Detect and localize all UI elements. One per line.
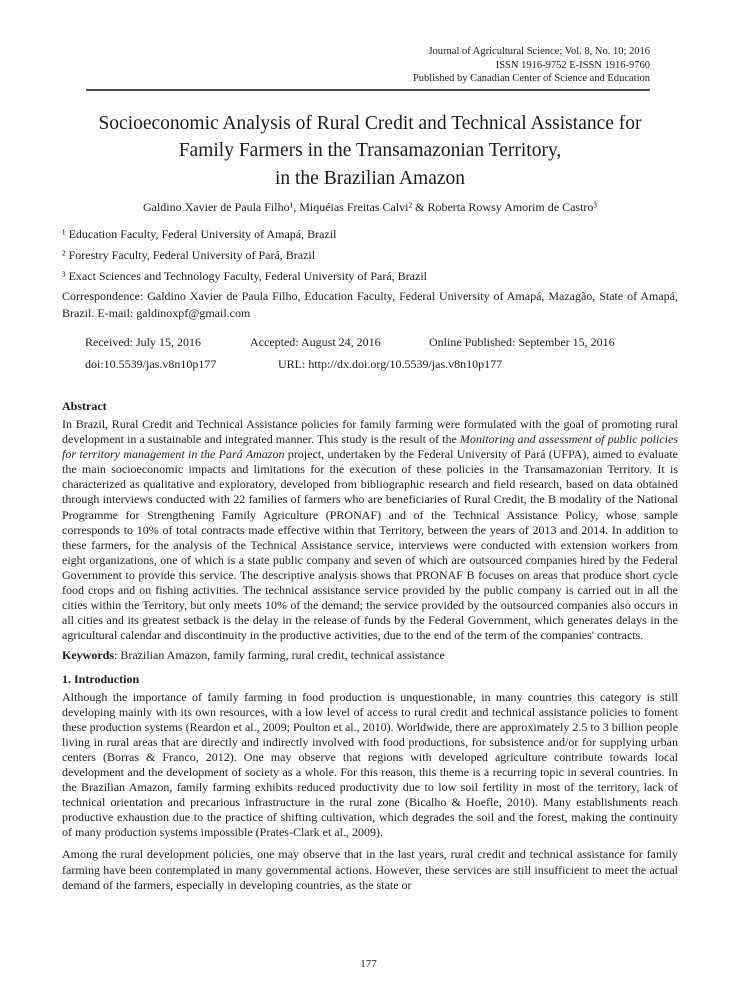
header-divider bbox=[86, 89, 650, 91]
article-title bbox=[62, 110, 678, 193]
issn-line: ISSN 1916-9752 E-ISSN 1916-9760 bbox=[495, 59, 650, 71]
affiliation-2: ² Forestry Faculty, Federal University of Pará, Brazil bbox=[62, 248, 316, 262]
publisher-line: Published by Canadian Center of Science and Education bbox=[412, 73, 650, 84]
abstract-paragraph bbox=[62, 417, 678, 643]
abstract-part-1: In Brazil, Rural Credit and Technical Assistance policies for family farming were formulated with the goal of promoting rural development in a sustainable and integrated manner. This study is the result of the bbox=[62, 417, 678, 447]
online-published-date: Online Published: September 15, 2016 bbox=[429, 335, 615, 349]
affiliation-1: ¹ Education Faculty, Federal University of Amapá, Brazil bbox=[62, 227, 337, 241]
affiliations bbox=[62, 224, 678, 287]
abstract-italic-project-name: Monitoring and assessment of public policies for territory management in the Pará Amazon bbox=[62, 432, 678, 462]
dates-row-2 bbox=[85, 357, 678, 372]
title-line-2: Family Farmers in the Transamazonian Territory, bbox=[178, 140, 562, 161]
accepted-date: Accepted: August 24, 2016 bbox=[250, 335, 381, 349]
title-line-3: in the Brazilian Amazon bbox=[274, 167, 466, 189]
keywords-line bbox=[62, 648, 678, 663]
journal-title-line: Journal of Agricultural Science; Vol. 8, No. 10; 2016 bbox=[428, 46, 650, 57]
correspondence-text: Correspondence: Galdino Xavier de Paula Filho, Education Faculty, Federal University of Amapá, Mazagão, State of Amapá, Brazil. E-mail: galdinoxpf@gmail.com bbox=[62, 289, 678, 320]
url-text: URL: http://dx.doi.org/10.5539/jas.v8n10p177 bbox=[278, 357, 503, 371]
abstract-heading: Abstract bbox=[62, 399, 107, 413]
authors-line: Galdino Xavier de Paula Filho¹, Miquéias Freitas Calvi² & Roberta Rowsy Amorim de Castro³ bbox=[142, 200, 598, 214]
abstract-part-2: project, undertaken by the Federal University of Pará (UFPA), aimed to evaluate the main socioeconomic impacts and limitations for the execution of these policies in the Transamazonian Territory. It is characterized as qualitative and exploratory, developed from bibliographic research and field research, based on data obtained through interviews conducted with 22 families of farmers who are beneficiaries of Rural Credit, the B modality of the National Programme for Strengthening Family Agriculture (PRONAF) and of the Technical Assistance Policy, whose sample corresponds to 10% of total contracts made effective within that Territory, between the years of 2013 and 2014. In addition to these farmers, for the analysis of the Technical Assistance service, interviews were conducted with extension workers from eight organizations, one of which is a state public company and seven of which are outsourced companies hired by the Federal Government to provide this service. The descriptive analysis shows that PRONAF B focuses on areas that produce short cycle food crops and on fishing activities. The technical assistance service provided by the public company is carried out in all the cities within the Territory, but only meets 10% of the demand; the service provided by the outsourced companies also occurs in all cities and its greatest setback is the delay in the release of funds by the Federal Government, which generates delays in the agricultural calendar and discontinuity in the productive activities, due to the end of the term of the companies' contracts. bbox=[62, 447, 678, 643]
introduction-paragraph-1: Although the importance of family farming in food production is unquestionable, in many countries this category is still developing mainly with its own resources, with a low level of access to rural credit and technical assistance policies to foment these production systems (Reardon et al., 2009; Poulton et al., 2010). Worldwide, there are approximately 2.5 to 3 billion people living in rural areas that are directly and indirectly involved with food productions, for subsistence and/or for supplying urban centers (Borras & Franco, 2012). One may observe that regions with developed agriculture contribute towards local development and the development of society as a whole. For this reason, this theme is a recurring topic in several countries. In the Brazilian Amazon, family farming exhibits reduced productivity due to low soil fertility in most of the territory, lack of technical orientation and precarious infrastructure in the rural zone (Bicalho & Hoefle, 2010). Many establishments reach productive exhaustion due to the practice of shifting cultivation, which degrades the soil and the forest, making the continuity of many production systems impossible (Prates-Clark et al., 2009). bbox=[62, 689, 679, 840]
received-date: Received: July 15, 2016 bbox=[85, 335, 201, 349]
doi-text: doi:10.5539/jas.v8n10p177 bbox=[85, 357, 217, 371]
introduction-heading: 1. Introduction bbox=[62, 671, 140, 686]
page-number: 177 bbox=[360, 958, 377, 970]
dates-block bbox=[62, 335, 678, 372]
journal-header bbox=[62, 45, 650, 86]
keywords-label: Keywords bbox=[62, 648, 114, 663]
introduction-paragraph-2: Among the rural development policies, one may observe that in the last years, rural credit and technical assistance for family farming have been contemplated in many governmental actions. However, these services are still insufficient to meet the actual demand of the farmers, especially in developing countries, as the state or bbox=[62, 847, 678, 892]
dates-row-1 bbox=[85, 335, 678, 350]
affiliation-3: ³ Exact Sciences and Technology Faculty, Federal University of Pará, Brazil bbox=[62, 269, 427, 283]
keywords-text: : Brazilian Amazon, family farming, rural credit, technical assistance bbox=[114, 648, 445, 663]
title-line-1: Socioeconomic Analysis of Rural Credit and Technical Assistance for bbox=[98, 112, 642, 134]
